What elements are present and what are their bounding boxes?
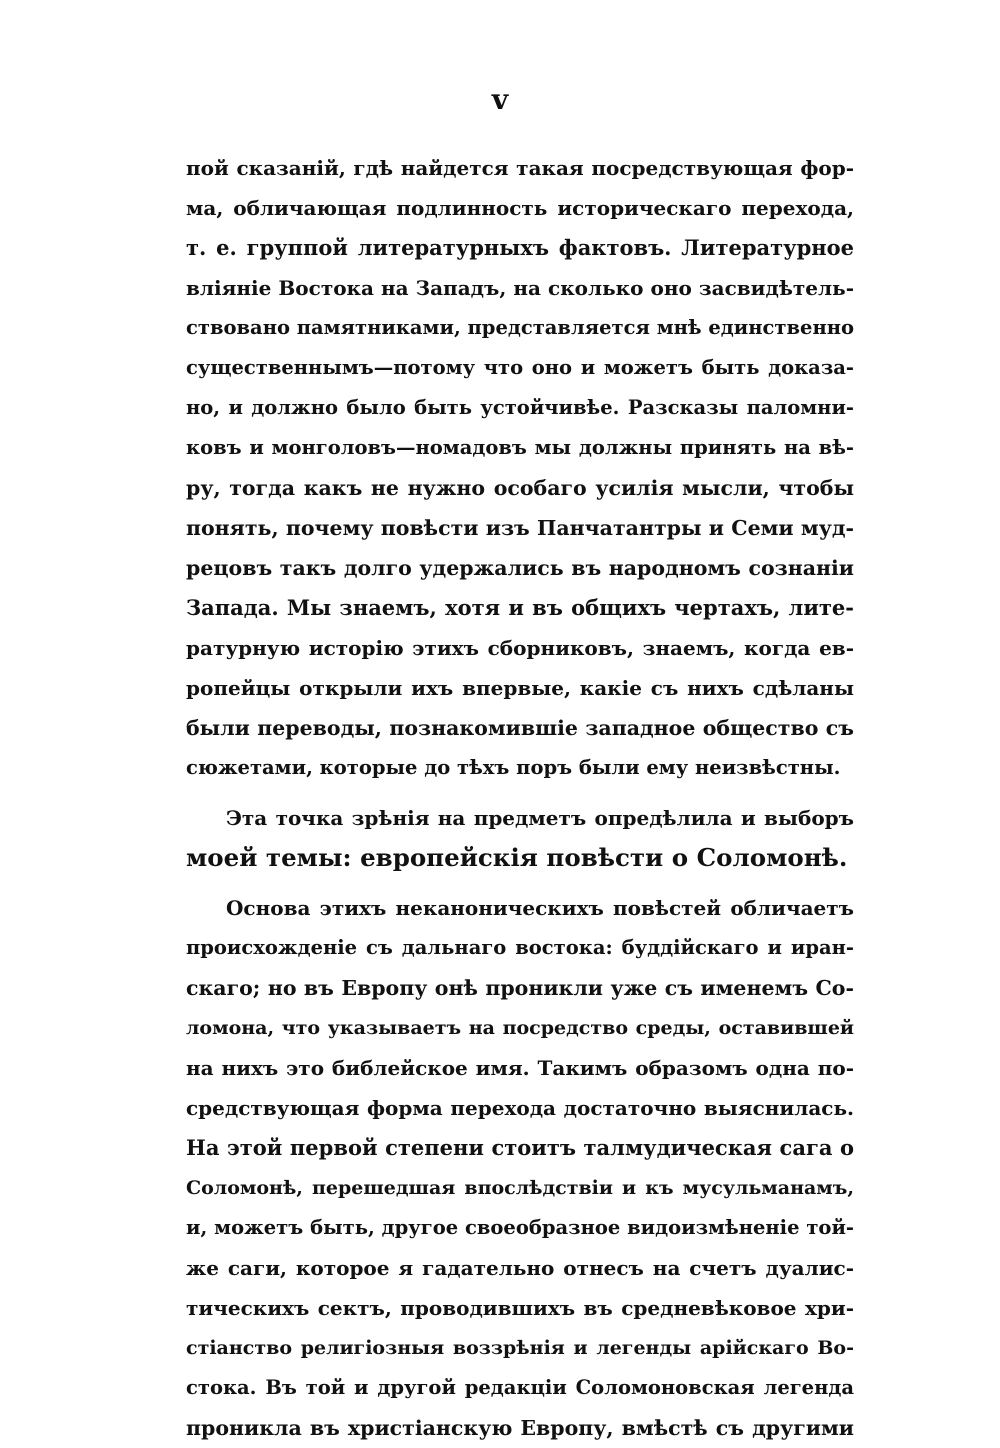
text-line: Эта точка зрѣнія на предметъ опредѣлила и выборъ: [226, 806, 854, 830]
page-number: v: [491, 83, 509, 116]
text-line: на нихъ это библейское имя. Такимъ образомъ одна по-: [186, 1056, 854, 1080]
text-line: ру, тогда какъ не нужно особаго усилія мысли, чтобы: [186, 476, 854, 500]
text-line: стіанство религіозныя воззрѣнія и легенды арійскаго Во-: [186, 1337, 854, 1359]
text-line: же саги, которое я гадательно отнесъ на счетъ дуалис-: [186, 1256, 854, 1280]
text-line: ратурную исторію этихъ сборниковъ, знаемъ, когда ев-: [186, 636, 854, 660]
text-line: ма, обличающая подлинность историческаго перехода,: [186, 196, 854, 220]
text-line: существеннымъ—потому что оно и можетъ быть доказа-: [186, 356, 854, 379]
text-line: но, и должно было быть устойчивѣе. Разсказы паломни-: [186, 396, 854, 419]
text-line: т. е. группой литературныхъ фактовъ. Литературное: [186, 235, 854, 260]
text-line: Основа этихъ неканоническихъ повѣстей обличаетъ: [226, 896, 854, 920]
text-line: моей темы: европейскія повѣсти о Соломонѣ.: [186, 843, 848, 872]
text-line: вліяніе Востока на Западъ, на сколько оно засвидѣтель-: [186, 276, 854, 300]
body-text: [186, 148, 854, 1448]
text-line: рецовъ такъ долго удержались въ народномъ сознаніи: [186, 556, 854, 580]
text-line: тическихъ сектъ, проводившихъ въ средневѣковое хри-: [186, 1296, 854, 1320]
paragraph-gap: [186, 788, 854, 798]
text-line: ствовано памятниками, представляется мнѣ единственно: [186, 316, 854, 339]
text-line: ломона, что указываетъ на посредство среды, оставившей: [186, 1017, 854, 1039]
text-line: сюжетами, которые до тѣхъ поръ были ему неизвѣстны.: [186, 756, 841, 779]
text-line: скаго; но въ Европу онѣ проникли уже съ именемъ Со-: [186, 976, 854, 1000]
text-line: и, можетъ быть, другое своеобразное видоизмѣненіе той-: [186, 1216, 854, 1239]
paragraph-3: [186, 888, 854, 1448]
paragraph-gap: [186, 878, 854, 888]
text-line: ропейцы открыли ихъ впервые, какіе съ нихъ сдѣланы: [186, 676, 854, 700]
text-line: пой сказаній, гдѣ найдется такая посредствующая фор-: [186, 156, 854, 180]
text-line: проникла въ христіанскую Европу, вмѣстѣ съ другими: [186, 1416, 854, 1440]
paragraph-1: [186, 148, 854, 788]
text-line: стока. Въ той и другой редакціи Соломоновская легенда: [186, 1376, 854, 1399]
text-line: происхожденіе съ дальнаго востока: буддійскаго и иран-: [186, 936, 854, 959]
text-line: ковъ и монголовъ—номадовъ мы должны принять на вѣ-: [186, 436, 854, 459]
text-line: Соломонѣ, перешедшая впослѣдствіи и къ мусульманамъ,: [186, 1177, 854, 1199]
paragraph-2: [186, 798, 854, 878]
text-line: средствующая форма перехода достаточно выяснилась.: [186, 1096, 854, 1120]
text-line: понять, почему повѣсти изъ Панчатантры и Семи муд-: [186, 516, 854, 540]
text-line: были переводы, познакомившіе западное общество съ: [186, 716, 854, 740]
text-line: На этой первой степени стоитъ талмудическая сага о: [186, 1135, 854, 1160]
text-line: Запада. Мы знаемъ, хотя и въ общихъ чертахъ, лите-: [186, 595, 854, 620]
